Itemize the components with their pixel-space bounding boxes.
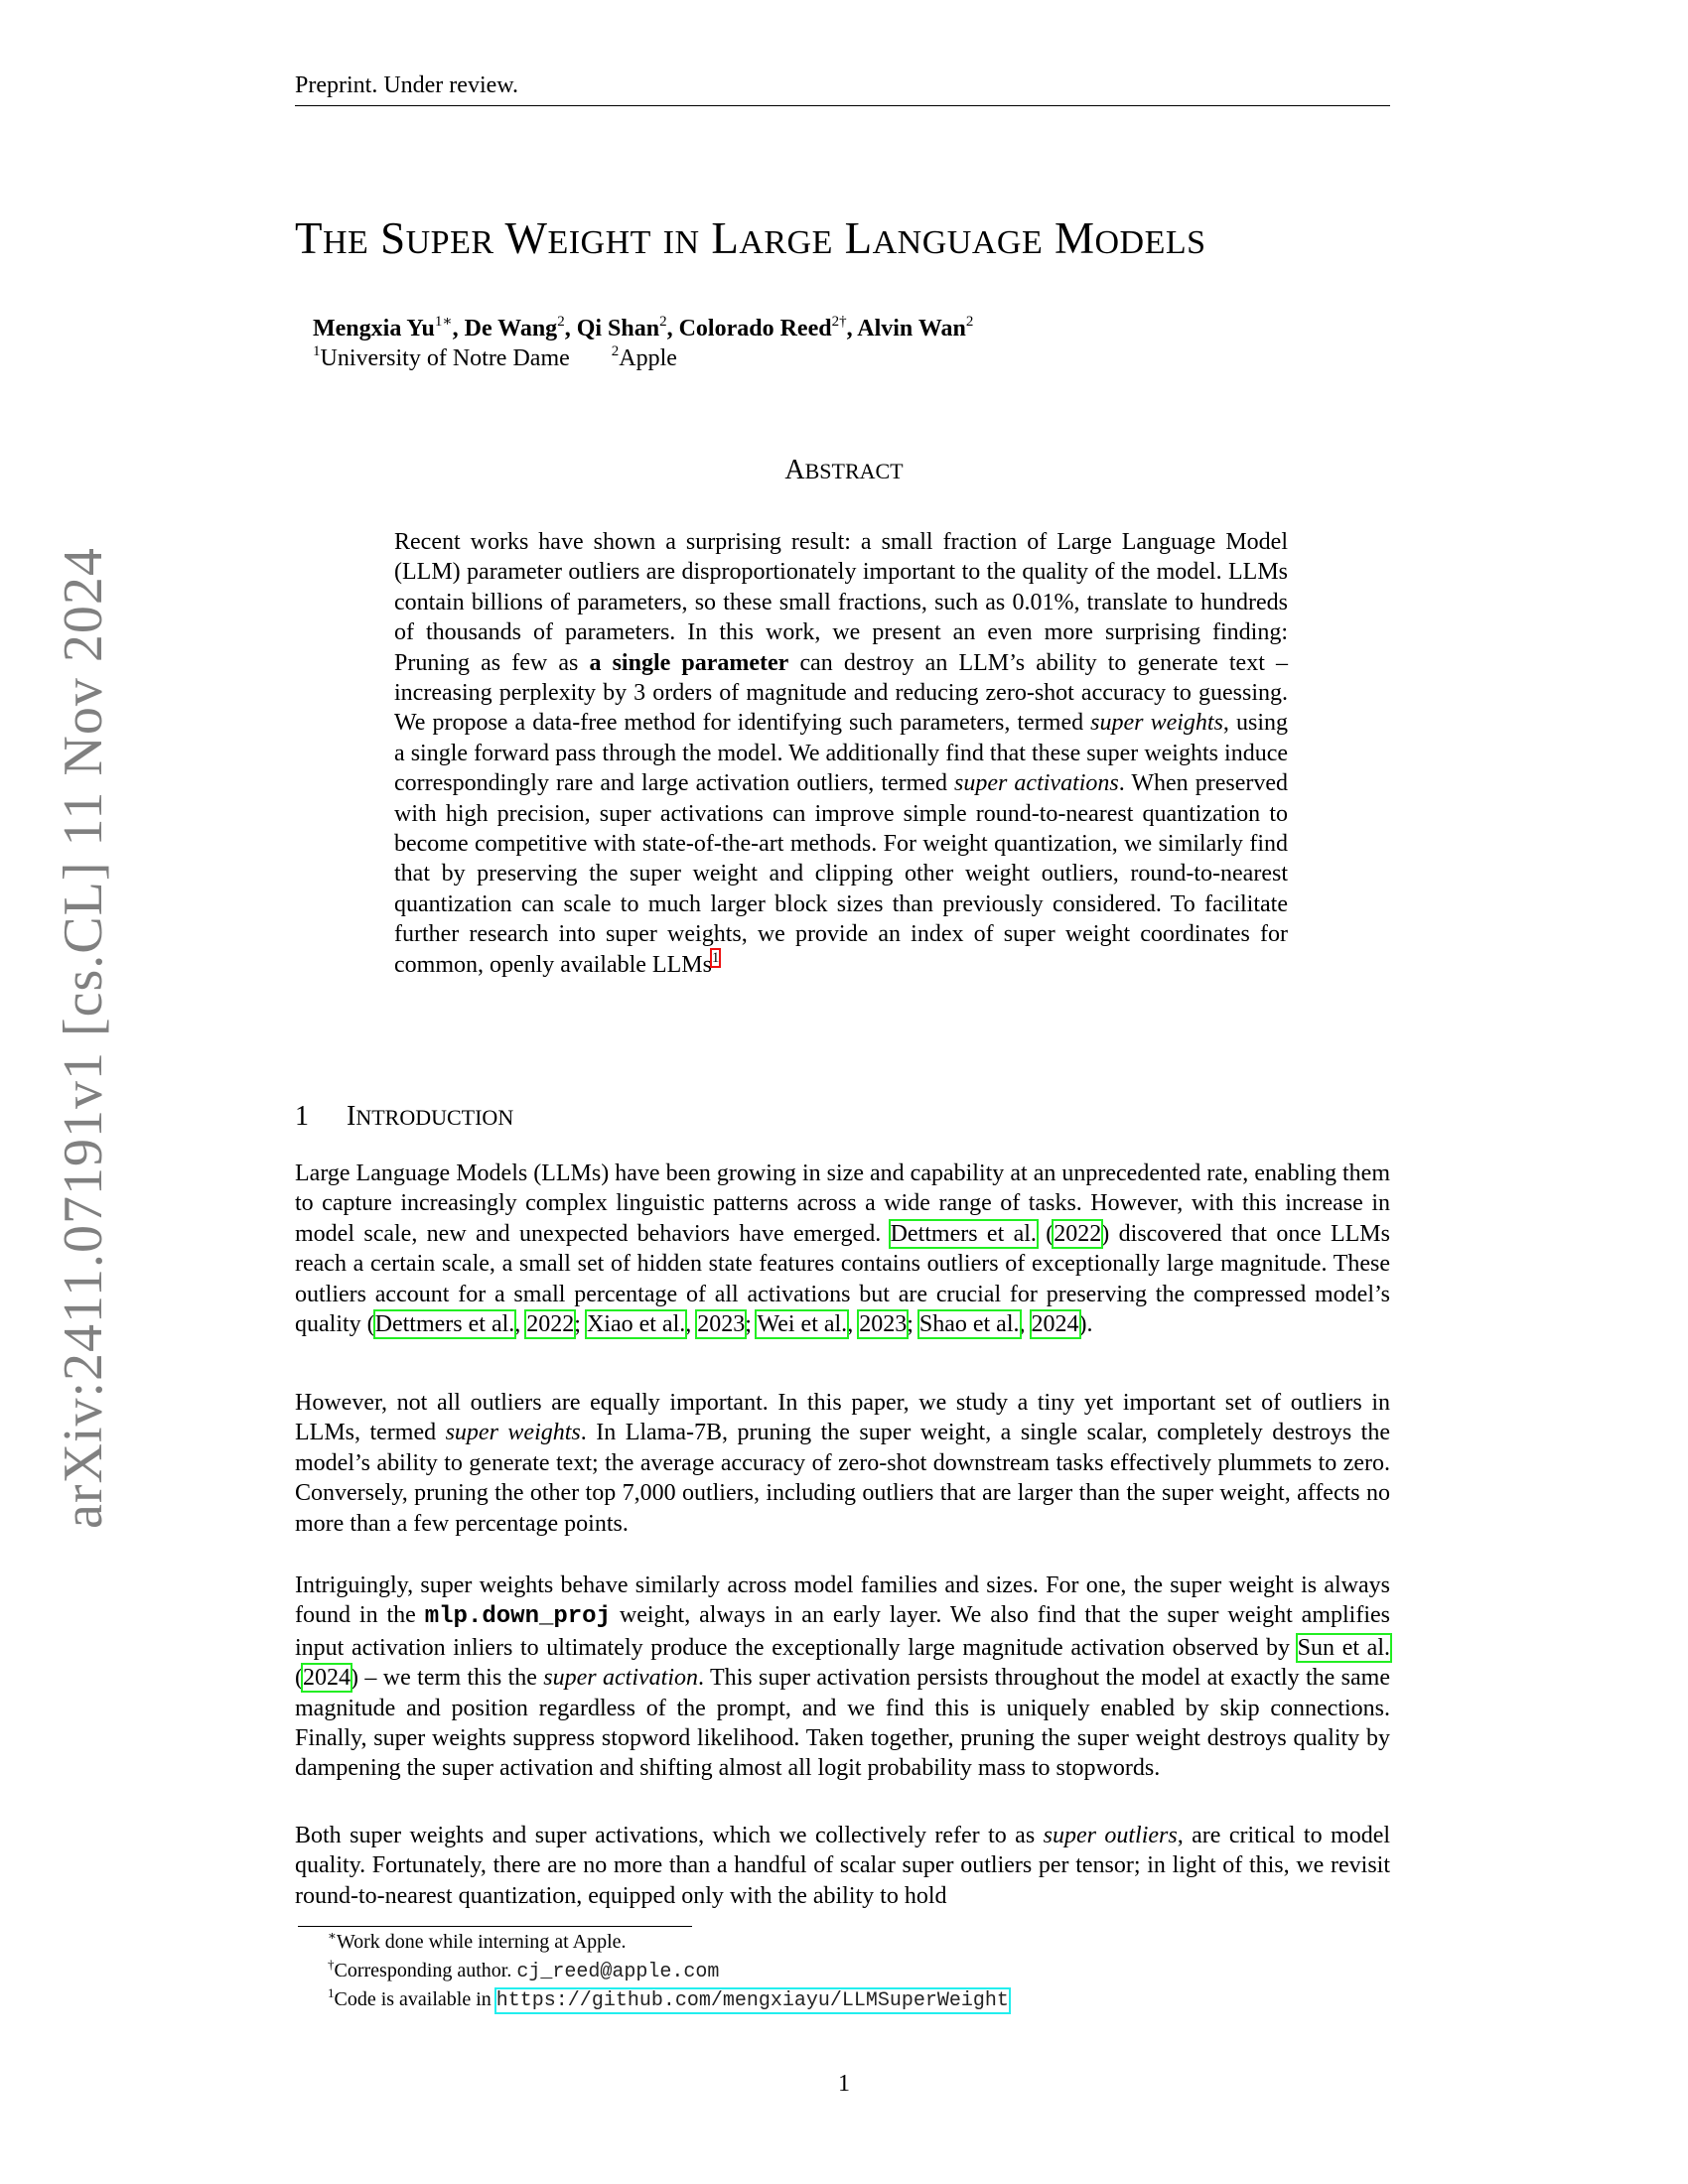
code-identifier: mlp.down_proj	[424, 1603, 611, 1631]
citation-link[interactable]: 2024	[303, 1665, 351, 1692]
affiliation: Apple	[619, 345, 677, 371]
intro-paragraph-3: Intriguingly, super weights behave similarly across model families and sizes. For one, the super weight is always found in the mlp.down_proj weight, always in an early layer. We also find that the super weight amplifies input activation inliers to ultimately produce the exceptionally large magnitude activation observed by Sun et al. (2024) – we term this the super activation. This super activation persists throughout the model at exactly the same magnitude and position regardless of the prompt, and we find this is uniquely enabled by skip connections. Finally, super weights suppress stopword likelihood. Taken together, pruning the super weight destroys quality by dampening the super activation and shifting almost all logit probability mass to stopwords.	[295, 1572, 1391, 1782]
intro-paragraph-1: Large Language Models (LLMs) have been growing in size and capability at an unprecedented rate, enabling them to capture increasingly complex linguistic patterns across a wide range of tasks. However, with this increase in model scale, new and unexpected behaviors have emerged. Dettmers et al. (2022) discovered that once LLMs reach a certain scale, a small set of hidden state features contains outliers of exceptionally large magnitude. These outliers account for a small percentage of all activations but are crucial for preserving the compressed model’s quality (Dettmers et al., 2022; Xiao et al., 2023; Wei et al., 2023; Shao et al., 2024).	[295, 1160, 1390, 1338]
citation-link[interactable]: 2023	[859, 1311, 908, 1338]
footnote-rule	[298, 1926, 692, 1927]
abstract-heading: ABSTRACT	[784, 455, 904, 485]
author-name: Alvin Wan	[857, 316, 966, 341]
affiliation: University of Notre Dame	[320, 345, 570, 371]
page-number: 1	[838, 2071, 850, 2097]
author-name: Qi Shan	[576, 316, 660, 341]
citation-link[interactable]: 2022	[526, 1311, 575, 1338]
running-head: Preprint. Under review.	[295, 72, 519, 98]
abstract-text: Recent works have shown a surprising result: a small fraction of Large Language Model (LLM) parameter outliers are disproportionately important to the quality of the model. LLMs contain billions of parameters, so these small fractions, such as 0.01%, translate to hundreds of thousands of parameters. In this work, we present an even more surprising finding: Pruning as few as a single parameter can destroy an LLM’s ability to generate text – increasing perplexity by 3 orders of magnitude and reducing zero-shot accuracy to guessing. We propose a data-free method for identifying such parameters, termed super weights, using a single forward pass through the model. We additionally find that these super weights induce correspondingly rare and large activation outliers, termed super activations. When preserved with high precision, super activations can improve simple round-to-nearest quantization to become competitive with state-of-the-art methods. For weight quantization, we similarly find that by preserving the super weight and clipping other weight outliers, round-to-nearest quantization can scale to much larger block sizes than previously considered. To facilitate further research into super weights, we provide an index of super weight coordinates for common, openly available LLMs$^1$	[394, 529, 1289, 978]
author-name: De Wang	[464, 316, 558, 341]
citation-link[interactable]: Wei et al.	[757, 1311, 848, 1338]
citation-link[interactable]: Dettmers et al.	[890, 1220, 1037, 1247]
author-list: Mengxia $Yu^{1∗}$, De Wang$^2$, Qi Shan$^2$, Colorado Reed$^{2\dagger}$, Alvin Wan$^2$	[313, 314, 974, 341]
intro-paragraph-2: However, not all outliers are equally important. In this paper, we study a tiny yet important set of outliers in LLMs, termed super weights. In Llama-7B, pruning the super weight, a single scalar, completely destroys the model’s ability to generate text; the average accuracy of zero-shot downstream tasks effectively plummets to zero. Conversely, pruning the other top 7,000 outliers, including outliers that are larger than the super weight, affects no more than a few percentage points.	[295, 1390, 1390, 1537]
paper-title: THE SUPER WEIGHT IN LARGE LANGUAGE MODELS	[295, 213, 1206, 263]
footnote-link-1[interactable]: 1	[711, 949, 720, 966]
citation-link[interactable]: 2022	[1054, 1220, 1102, 1247]
intro-paragraph-4: Both super weights and super activations, which we collectively refer to as super outliers, are critical to model quality. Fortunately, there are no more than a handful of scalar super outliers per tensor; in light of this, we revisit round-to-nearest quantization, equipped only with the ability to hold	[295, 1823, 1391, 1909]
footnote-intern: ∗Work done while interning at Apple.	[328, 1928, 627, 1953]
citation-link[interactable]: Xiao et al.	[586, 1311, 686, 1338]
affiliations: $^1$University of Notre Dame $^2$Apple	[313, 343, 677, 371]
citation-link[interactable]: Dettmers et al.	[374, 1311, 515, 1338]
citation-link[interactable]: 2023	[697, 1311, 746, 1338]
email-address: cj_reed@apple.com	[516, 1961, 720, 1983]
citation-link[interactable]: 2024	[1031, 1311, 1079, 1338]
author-name: Colorado Reed	[678, 316, 832, 341]
citation-link[interactable]: Shao et al.	[918, 1311, 1020, 1338]
citation-link[interactable]: Sun et al.	[1297, 1634, 1391, 1661]
footnote-corresponding-author: †Corresponding author. cj_reed@apple.com	[328, 1957, 720, 1983]
github-url-link[interactable]: https://github.com/mengxiayu/LLMSuperWeight	[495, 1989, 1009, 2012]
header-rule	[295, 105, 1390, 106]
author-name: Mengxia Yu	[313, 316, 435, 341]
footnote-code: $^1$Code is available in https://github.com/mengxiayu/LLMSuperWeight	[328, 1985, 1009, 2012]
arxiv-identifier-stamp: arXiv:2411.07191v1 [cs.CL] 11 Nov 2024	[53, 547, 114, 1529]
section-heading-introduction: 1 INTRODUCTION	[295, 1101, 514, 1132]
